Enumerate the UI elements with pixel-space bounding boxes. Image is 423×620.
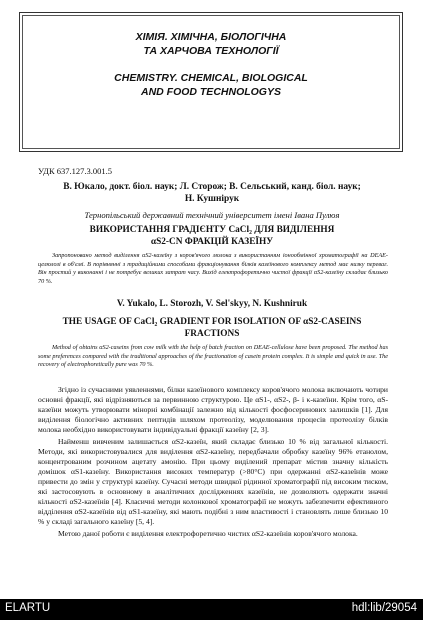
abstract-en: Method of obtains αS2-caseins from cow milk with the help of batch fraction on DEAE-cellulose have been proposed. The method has some preferences compared with the traditional approaches of the fractionation of casein protein complex. It is simple and quick in use. The recovery of electrophoretically pure was 70 %. [38,344,388,369]
article-title-en-line2: FRACTIONS [184,329,240,339]
repository-footer [0,599,423,620]
journal-section-header [19,12,403,152]
body-paragraph-1: Згідно із сучасними уявленнями, білки казеїнового комплексу коров'ячого молока включають чотири основні фракції, які відрізняються за первинною структурою. Це αS1-, αS2-, β- і κ-казеїни. Крім того, αS-казеїни можуть утворювати мінорні комбінації залежно від кількості фосфосеринових залишків [1]. Для виділення біологічно активних пептидів шляхом протеолізу, моделювання процесів протеолізу білків молока необхідно використовувати індивідуальні фракції казеїну [2, 3]. [38,385,388,434]
section-title-en-line1: CHEMISTRY. CHEMICAL, BIOLOGICAL [114,72,308,84]
authors-ua-line2: Н. Кушнірук [184,194,240,204]
authors-ua [34,181,390,205]
authors-ua-line1: В. Юкало, докт. біол. наук; Л. Сторож; В. Сельський, канд. біол. наук; [63,182,361,192]
body-paragraph-3: Метою даної роботи є виділення електрофоретично чистих αS2-казеїнів коров'ячого молока. [58,529,358,538]
section-title-ua-line1: ХІМІЯ. ХІМІЧНА, БІОЛОГІЧНА [135,31,287,43]
handle-id: hdl:lib/29054 [351,602,417,614]
article-title-ua-line1: ВИКОРИСТАННЯ ГРАДІЄНТУ CaCl₂ ДЛЯ ВИДІЛЕННЯ [89,225,335,235]
authors-en: V. Yukalo, L. Storozh, V. Sel'skyy, N. Kushniruk [116,299,308,309]
affiliation: Тернопільський державний технічний університет імені Івана Пулюя [84,210,340,220]
article-title-ua [34,224,390,248]
abstract-ua: Запропоновано метод виділення αS2-казеїну з коров'ячого молока з використанням іонообмінної хроматографії на DEAE-целюлозі в об'ємі. В порівнянні з традиційними способами фракціонування білків казеїнового комплексу метод має низку переваг. Він простий у виконанні і не потребує великих затрат часу. Вихід електрофоретично чистої фракції αS2-казеїну складає близько 70 %. [38,252,388,285]
section-title-ua [20,30,402,58]
section-title-en [20,71,402,99]
article-title-en [34,316,390,340]
article-title-en-line1: THE USAGE OF CaCl₂ GRADIENT FOR ISOLATION OF αS2-CASEINS [62,317,362,327]
body-text [38,385,388,541]
udk-code: УДК 637.127.3.001.5 [38,166,113,176]
section-title-ua-line2: ТА ХАРЧОВА ТЕХНОЛОГІЇ [143,45,279,57]
repository-name: ELARTU [5,602,51,614]
article-title-ua-line2: αS2-CN ФРАКЦІЙ КАЗЕЇНУ [150,237,274,247]
body-paragraph-2: Найменш вивченим залишається αS2-казеїн, який складає близько 10 % від загальної кількості. Методи, які використовувалися для виділення αS2-казеїну, передбачали обробку казеїну 96% етанолом, концентрованим розчином ацетату амонію. При цьому виділений препарат містив значну кількість домішок αS1-казеїну. Використання високих температур (>80°С) при одержанні αS2-казеїнів може привести до змін у структурі казеїну. Сучасні методи швидкої рідинної хроматографії під високим тиском, які застосовують в основному в аналітичних дослідженнях казеїнів, не дозволяють одержати значні кількості αS2-казеїнів [4]. Класичні методи колонкової хроматографії не можуть забезпечити ефективного відділення αS2-казеїнів від αS1-казеїну, які мають подібні з ним властивості і становлять лише близько 10 % у складі загального казеїну [5, 4]. [38,437,388,526]
section-title-en-line2: AND FOOD TECHNOLOGYS [140,86,281,98]
